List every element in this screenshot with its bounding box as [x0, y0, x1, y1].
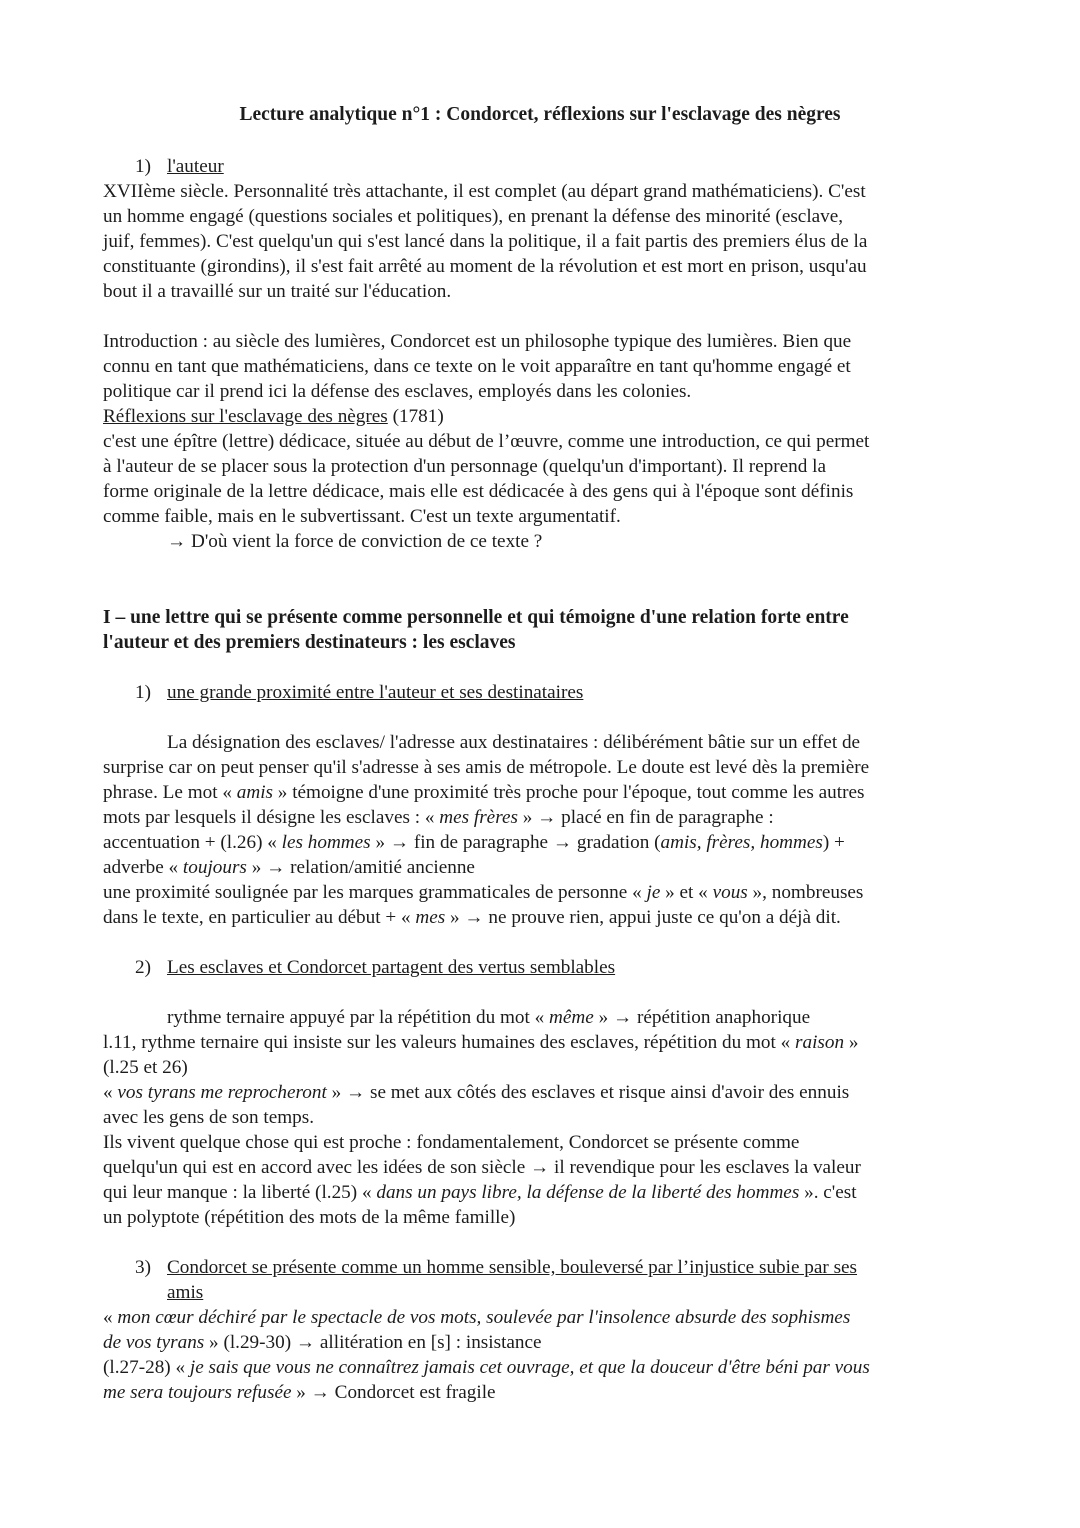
text-line: (l.27-28) « je sais que vous ne connaîtrez jamais cet ouvrage, et que la douceur d'être béni par vous — [103, 1357, 870, 1378]
quote: mon cœur déchiré par le spectacle de vos mots, soulevée par l'insolence absurde des sophismes — [117, 1307, 851, 1328]
section-heading-author — [135, 154, 224, 179]
text-line: connu en tant que mathématiciens, dans ce texte on le voit apparaître en tant qu'homme engagé et — [103, 356, 851, 377]
quote: vos tyrans me reprocheront — [117, 1082, 327, 1103]
section-heading-text: Condorcet se présente comme un homme sensible, bouleversé par l’injustice subie par ses — [167, 1257, 858, 1278]
quote: mes frères — [439, 807, 518, 828]
section-number: 2) — [135, 957, 151, 978]
text-line: constituante (girondins), il s'est fait arrêté au moment de la révolution et est mort en prison, usqu'au — [103, 256, 867, 277]
text-line: dans le texte, en particulier au début + « mes » → ne prouve rien, appui juste ce qu'on a déjà dit. — [103, 907, 841, 928]
text-line: comme faible, mais en le subvertissant. C'est un texte argumentatif. — [103, 506, 621, 527]
work-reference — [103, 404, 983, 429]
text-line: surprise car on peut penser qu'il s'adresse à ses amis de métropole. Le doute est levé dès la première — [103, 757, 870, 778]
text-line: forme originale de la lettre dédicace, mais elle est dédicacée à des gens qui à l'époque sont définis — [103, 481, 854, 502]
text-line: un homme engagé (questions sociales et politiques), en prenant la défense des minorité (esclave, — [103, 206, 844, 227]
quote: mes — [415, 907, 446, 928]
text-line: bout il a travaillé sur un traité sur l'éducation. — [103, 281, 452, 302]
text-line: un polyptote (répétition des mots de la même famille) — [103, 1207, 516, 1228]
text-line: à l'auteur de se placer sous la protection d'un personnage (quelqu'un d'important). Il reprend la — [103, 456, 826, 477]
section-heading-text: une grande proximité entre l'auteur et ses destinataires — [167, 682, 584, 703]
sensitivity-paragraph — [103, 1305, 983, 1405]
text-line: rythme ternaire appuyé par la répétition du mot « même » → répétition anaphorique — [167, 1007, 811, 1028]
section-heading-text: l'auteur — [167, 156, 224, 177]
virtues-paragraph — [103, 1005, 983, 1230]
section-number: 3) — [135, 1257, 151, 1278]
quote: toujours — [182, 857, 247, 878]
proximity-paragraph — [103, 730, 983, 930]
text-line: quelqu'un qui est en accord avec les idées de son siècle → il revendique pour les esclaves la valeur — [103, 1157, 861, 1178]
text-line: Introduction : au siècle des lumières, Condorcet est un philosophe typique des lumières. Bien que — [103, 331, 852, 352]
quote: de vos tyrans — [103, 1332, 205, 1353]
work-year: (1781) — [387, 406, 444, 427]
quote: me sera toujours refusée — [103, 1382, 292, 1403]
text-line: mots par lesquels il désigne les esclaves : « mes frères » → placé en fin de paragraphe : — [103, 807, 774, 828]
quote: même — [549, 1007, 594, 1028]
quote: amis, frères, hommes — [660, 832, 823, 853]
text-line: Ils vivent quelque chose qui est proche : fondamentalement, Condorcet se présente comme — [103, 1132, 800, 1153]
quote: dans un pays libre, la défense de la liberté des hommes — [376, 1182, 800, 1203]
text-line: accentuation + (l.26) « les hommes » → fin de paragraphe → gradation (amis, frères, hommes) + — [103, 832, 845, 853]
text-line: qui leur manque : la liberté (l.25) « dans un pays libre, la défense de la liberté des hommes ». c'est — [103, 1182, 857, 1203]
work-title: Réflexions sur l'esclavage des nègres — [103, 406, 388, 427]
subsection-heading-virtues — [135, 955, 615, 980]
quote: amis — [236, 782, 273, 803]
text-line: c'est une épître (lettre) dédicace, située au début de l’œuvre, comme une introduction, ce qui permet — [103, 431, 870, 452]
part-one-heading — [103, 605, 983, 655]
section-heading-text: amis — [167, 1282, 204, 1303]
text-line: de vos tyrans » (l.29-30) → allitération en [s] : insistance — [103, 1332, 542, 1353]
heading-line: I – une lettre qui se présente comme personnelle et qui témoigne d'une relation forte entre — [103, 607, 849, 628]
text-line: adverbe « toujours » → relation/amitié ancienne — [103, 857, 475, 878]
section-heading-text: Les esclaves et Condorcet partagent des vertus semblables — [167, 957, 616, 978]
text-line: l.11, rythme ternaire qui insiste sur les valeurs humaines des esclaves, répétition du mot « raison » — [103, 1032, 859, 1053]
section-number: 1) — [135, 682, 151, 703]
text-line: juif, femmes). C'est quelqu'un qui s'est lancé dans la politique, il a fait partis des premiers élus de la — [103, 231, 868, 252]
page-title: Lecture analytique n°1 : Condorcet, réflexions sur l'esclavage des nègres — [239, 104, 841, 125]
text-line: La désignation des esclaves/ l'adresse aux destinataires : délibérément bâtie sur un effet de — [167, 732, 861, 753]
quote: raison — [795, 1032, 845, 1053]
text-line: « mon cœur déchiré par le spectacle de vos mots, soulevée par l'insolence absurde des sophismes — [103, 1307, 851, 1328]
text-line: « vos tyrans me reprocheront » → se met aux côtés des esclaves et risque ainsi d'avoir des ennuis — [103, 1082, 850, 1103]
text-line: une proximité soulignée par les marques grammaticales de personne « je » et « vous », nombreuses — [103, 882, 864, 903]
introduction-paragraph — [103, 329, 983, 554]
text-line: politique car il prend ici la défense des esclaves, employés dans les colonies. — [103, 381, 692, 402]
quote: vous — [712, 882, 748, 903]
text-line: me sera toujours refusée » → Condorcet est fragile — [103, 1382, 496, 1403]
problematic-question: → D'où vient la force de conviction de ce texte ? — [167, 531, 543, 552]
text-line: avec les gens de son temps. — [103, 1107, 315, 1128]
text-line: (l.25 et 26) — [103, 1057, 188, 1078]
quote: les hommes — [281, 832, 371, 853]
subsection-heading-proximity — [135, 680, 583, 705]
quote: je — [646, 882, 661, 903]
section-number: 1) — [135, 156, 151, 177]
author-paragraph — [103, 179, 983, 304]
text-line: phrase. Le mot « amis » témoigne d'une proximité très proche pour l'époque, tout comme les autres — [103, 782, 865, 803]
heading-line: l'auteur et des premiers destinateurs : les esclaves — [103, 632, 516, 653]
subsection-heading-sensitivity — [135, 1255, 857, 1305]
text-line: XVIIème siècle. Personnalité très attachante, il est complet (au départ grand mathématiciens). C'est — [103, 181, 866, 202]
quote: je sais que vous ne connaîtrez jamais cet ouvrage, et que la douceur d'être béni par vous — [189, 1357, 870, 1378]
